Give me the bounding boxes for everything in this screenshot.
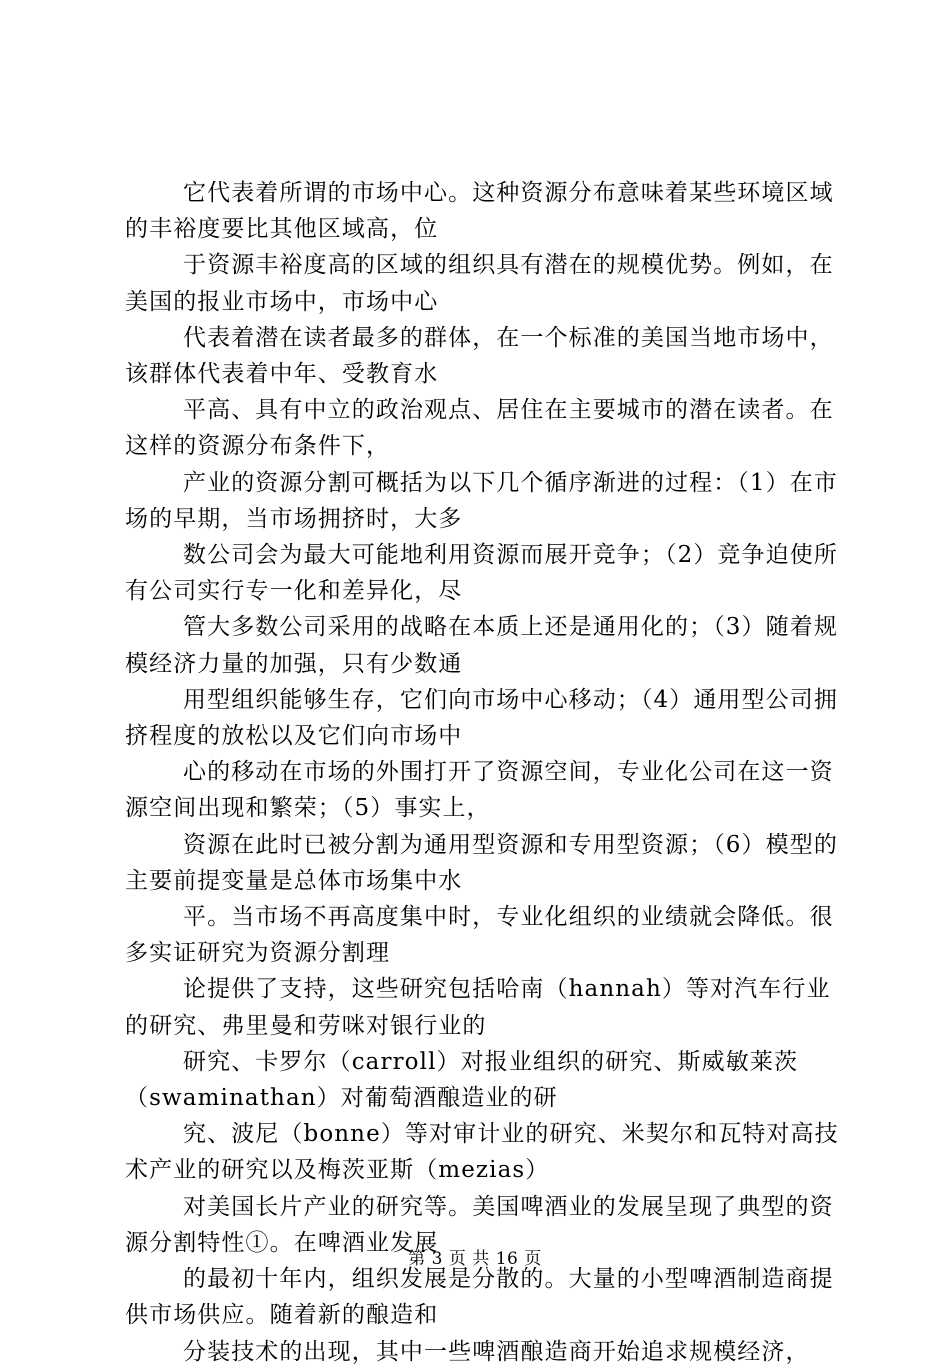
paragraph: 产业的资源分割可概括为以下几个循序渐进的过程：（1）在市场的早期，当市场拥挤时，大多 bbox=[125, 469, 838, 532]
paragraph: 平。当市场不再高度集中时，专业化组织的业绩就会降低。很多实证研究为资源分割理 bbox=[125, 904, 834, 967]
paragraph: 于资源丰裕度高的区域的组织具有潜在的规模优势。例如，在美国的报业市场中，市场中心 bbox=[125, 252, 834, 315]
paragraph: 研究、卡罗尔（carroll）对报业组织的研究、斯威敏莱茨（swaminathan）对葡萄酒酿造业的研 bbox=[125, 1048, 799, 1112]
page-footer: 第 3 页 共 16 页 bbox=[408, 1249, 542, 1269]
body-text bbox=[125, 175, 845, 1370]
paragraph: 数公司会为最大可能地利用资源而展开竞争；（2）竞争迫使所有公司实行专一化和差异化，尽 bbox=[125, 542, 838, 605]
paragraph: 资源在此时已被分割为通用型资源和专用型资源；（6）模型的主要前提变量是总体市场集中水 bbox=[125, 831, 838, 894]
paragraph: 代表着潜在读者最多的群体，在一个标准的美国当地市场中，该群体代表着中年、受教育水 bbox=[125, 324, 834, 388]
paragraph: 分装技术的出现，其中一些啤酒酿造商开始追求规模经济， bbox=[183, 1338, 810, 1365]
paragraph: 对美国长片产业的研究等。美国啤酒业的发展呈现了典型的资源分割特性①。在啤酒业发展 bbox=[125, 1193, 834, 1256]
paragraph: 心的移动在市场的外围打开了资源空间，专业化公司在这一资源空间出现和繁荣；（5）事实上， bbox=[125, 759, 834, 822]
paragraph: 究、波尼（bonne）等对审计业的研究、米契尔和瓦特对高技术产业的研究以及梅茨亚斯（mezias） bbox=[125, 1121, 839, 1184]
paragraph: 平高、具有中立的政治观点、居住在主要城市的潜在读者。在这样的资源分布条件下， bbox=[125, 397, 834, 460]
paragraph: 的最初十年内，组织发展是分散的。大量的小型啤酒制造商提供市场供应。随着新的酿造和 bbox=[125, 1266, 834, 1329]
paragraph: 论提供了支持，这些研究包括哈南（hannah）等对汽车行业的研究、弗里曼和劳咪对银行业的 bbox=[125, 976, 831, 1039]
paragraph: 用型组织能够生存，它们向市场中心移动；（4）通用型公司拥挤程度的放松以及它们向市场中 bbox=[125, 686, 838, 750]
paragraph: 它代表着所谓的市场中心。这种资源分布意味着某些环境区域的丰裕度要比其他区域高，位 bbox=[125, 180, 834, 243]
paragraph: 管大多数公司采用的战略在本质上还是通用化的；（3）随着规模经济力量的加强，只有少数通 bbox=[125, 614, 838, 677]
